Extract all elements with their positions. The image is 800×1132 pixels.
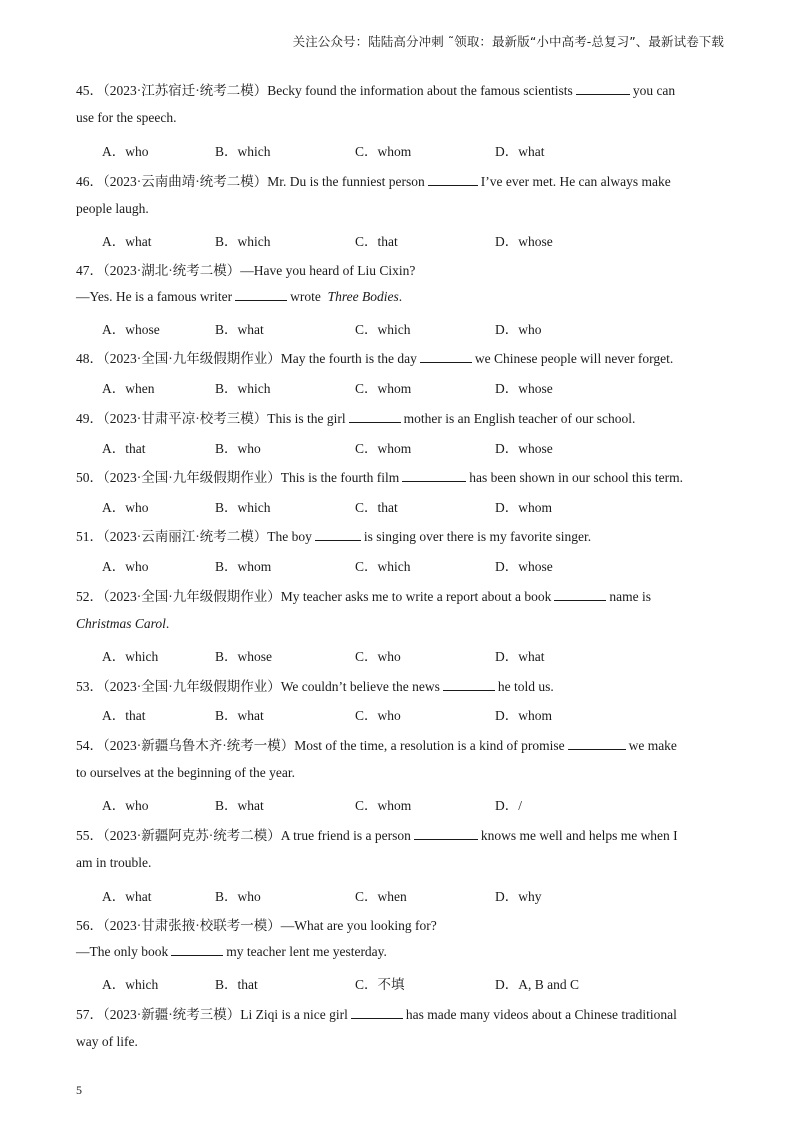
question-48-stem	[76, 347, 673, 367]
question-text: 53．（2023·全国·九年级假期作业）We couldn’t believe the news	[76, 679, 440, 694]
page-header: 关注公众号：陆陆高分冲刺 ˜领取：最新版“小中高考-总复习”、最新试卷下载	[292, 34, 724, 49]
question-55-stem	[76, 824, 678, 844]
question-text: I’ve ever met. He can always make	[480, 174, 671, 189]
option-b: B．which	[215, 500, 271, 515]
option-c: C．whom	[355, 381, 412, 396]
answer-blank	[351, 1007, 403, 1019]
option-b: B．whose	[215, 649, 272, 664]
option-b: B．which	[215, 234, 271, 249]
answer-blank	[171, 944, 223, 956]
option-d: D．what	[495, 144, 545, 159]
question-56-stem: 56．（2023·甘肃张掖·校联考一模）—What are you looking for?	[76, 918, 437, 933]
punctuation: .	[398, 289, 403, 304]
question-text: name is	[609, 589, 652, 604]
option-b: B．who	[215, 889, 261, 904]
answer-blank	[568, 738, 626, 750]
question-text: 49．（2023·甘肃平凉·校考三模）This is the girl	[76, 411, 346, 426]
question-text: 50．（2023·全国·九年级假期作业）This is the fourth film	[76, 470, 400, 485]
answer-blank	[349, 411, 401, 423]
option-a: A．when	[102, 381, 155, 396]
question-text: 48．（2023·全国·九年级假期作业）May the fourth is the day	[76, 351, 417, 366]
option-c: C．that	[355, 500, 398, 515]
answer-blank	[443, 679, 495, 691]
option-d: D．whom	[495, 708, 552, 723]
option-d: D．whom	[495, 500, 552, 515]
option-a: A．what	[102, 889, 152, 904]
question-51-stem	[76, 525, 591, 545]
question-text: we make	[628, 738, 677, 753]
option-b: B．what	[215, 322, 264, 337]
question-54-stem	[76, 734, 677, 754]
question-text: 57．（2023·新疆·统考三模）Li Ziqi is a nice girl	[76, 1007, 348, 1022]
question-47-stem-cont	[76, 289, 402, 305]
question-text: mother is an English teacher of our school.	[403, 411, 636, 426]
option-c: C．which	[355, 322, 411, 337]
option-c: C．whom	[355, 441, 412, 456]
option-a: A．who	[102, 500, 149, 515]
question-text: 51．（2023·云南丽江·统考二模）The boy	[76, 529, 312, 544]
option-a: A．that	[102, 708, 146, 723]
option-b: B．which	[215, 144, 271, 159]
book-title: Christmas Carol	[76, 616, 166, 631]
question-text: we Chinese people will never forget.	[474, 351, 674, 366]
question-57-stem	[76, 1003, 677, 1023]
option-a: A．which	[102, 649, 159, 664]
question-46-stem	[76, 170, 671, 190]
question-53-stem	[76, 675, 554, 695]
option-c: C．that	[355, 234, 398, 249]
question-55-stem-cont: am in trouble.	[76, 855, 152, 870]
option-d: D．whose	[495, 234, 553, 249]
option-b: B．who	[215, 441, 261, 456]
answer-blank	[235, 289, 287, 301]
option-d: D．/	[495, 798, 522, 813]
option-a: A．whose	[102, 322, 160, 337]
option-c: C．不填	[355, 977, 405, 992]
question-text: 45．（2023·江苏宿迁·统考二模）Becky found the information about the famous scientists	[76, 83, 573, 98]
question-50-stem	[76, 466, 683, 486]
question-text: you can	[632, 83, 676, 98]
option-d: D．whose	[495, 381, 553, 396]
question-47-stem: 47．（2023·湖北·统考二模）—Have you heard of Liu Cixin?	[76, 263, 416, 278]
option-c: C．who	[355, 649, 401, 664]
answer-blank	[414, 828, 478, 840]
option-d: D．why	[495, 889, 542, 904]
question-52-stem	[76, 585, 651, 605]
question-45-stem	[76, 79, 675, 99]
option-c: C．whom	[355, 798, 412, 813]
punctuation: .	[165, 616, 170, 631]
question-text: has been shown in our school this term.	[469, 470, 683, 485]
option-a: A．what	[102, 234, 152, 249]
option-b: B．that	[215, 977, 258, 992]
question-54-stem-cont: to ourselves at the beginning of the year.	[76, 765, 295, 780]
question-text: he told us.	[497, 679, 554, 694]
option-a: A．who	[102, 559, 149, 574]
question-text: 52．（2023·全国·九年级假期作业）My teacher asks me to write a report about a book	[76, 589, 552, 604]
option-d: D．what	[495, 649, 545, 664]
question-text: has made many videos about a Chinese traditional	[405, 1007, 677, 1022]
question-text: knows me well and helps me when I	[480, 828, 678, 843]
option-c: C．when	[355, 889, 407, 904]
answer-blank	[315, 529, 361, 541]
question-46-stem-cont: people laugh.	[76, 201, 149, 216]
question-57-stem-cont: way of life.	[76, 1034, 138, 1049]
option-b: B．what	[215, 708, 264, 723]
question-text: is singing over there is my favorite singer.	[363, 529, 592, 544]
question-text: 46．（2023·云南曲靖·统考二模）Mr. Du is the funniest person	[76, 174, 425, 189]
option-d: D．A, B and C	[495, 977, 579, 992]
question-45-stem-cont: use for the speech.	[76, 110, 177, 125]
question-text: 55．（2023·新疆阿克苏·统考二模）A true friend is a person	[76, 828, 411, 843]
answer-blank	[554, 589, 606, 601]
answer-blank	[428, 174, 478, 186]
question-text: wrote	[290, 289, 321, 304]
question-text: 54．（2023·新疆乌鲁木齐·统考一模）Most of the time, a resolution is a kind of promise	[76, 738, 565, 753]
option-c: C．which	[355, 559, 411, 574]
option-b: B．whom	[215, 559, 272, 574]
book-title: Three Bodies	[327, 289, 399, 304]
option-c: C．who	[355, 708, 401, 723]
option-a: A．which	[102, 977, 159, 992]
option-d: D．whose	[495, 559, 553, 574]
option-b: B．which	[215, 381, 271, 396]
option-a: A．that	[102, 441, 146, 456]
option-b: B．what	[215, 798, 264, 813]
question-text: —The only book	[76, 944, 169, 959]
option-d: D．who	[495, 322, 542, 337]
question-text: my teacher lent me yesterday.	[226, 944, 387, 959]
page-number: 5	[76, 1083, 82, 1097]
answer-blank	[420, 351, 472, 363]
answer-blank	[402, 470, 466, 482]
question-56-stem-cont	[76, 944, 387, 960]
question-52-stem-cont	[76, 616, 169, 632]
option-d: D．whose	[495, 441, 553, 456]
answer-blank	[576, 83, 630, 95]
question-49-stem	[76, 407, 635, 427]
option-c: C．whom	[355, 144, 412, 159]
option-a: A．who	[102, 798, 149, 813]
option-a: A．who	[102, 144, 149, 159]
question-text: —Yes. He is a famous writer	[76, 289, 233, 304]
